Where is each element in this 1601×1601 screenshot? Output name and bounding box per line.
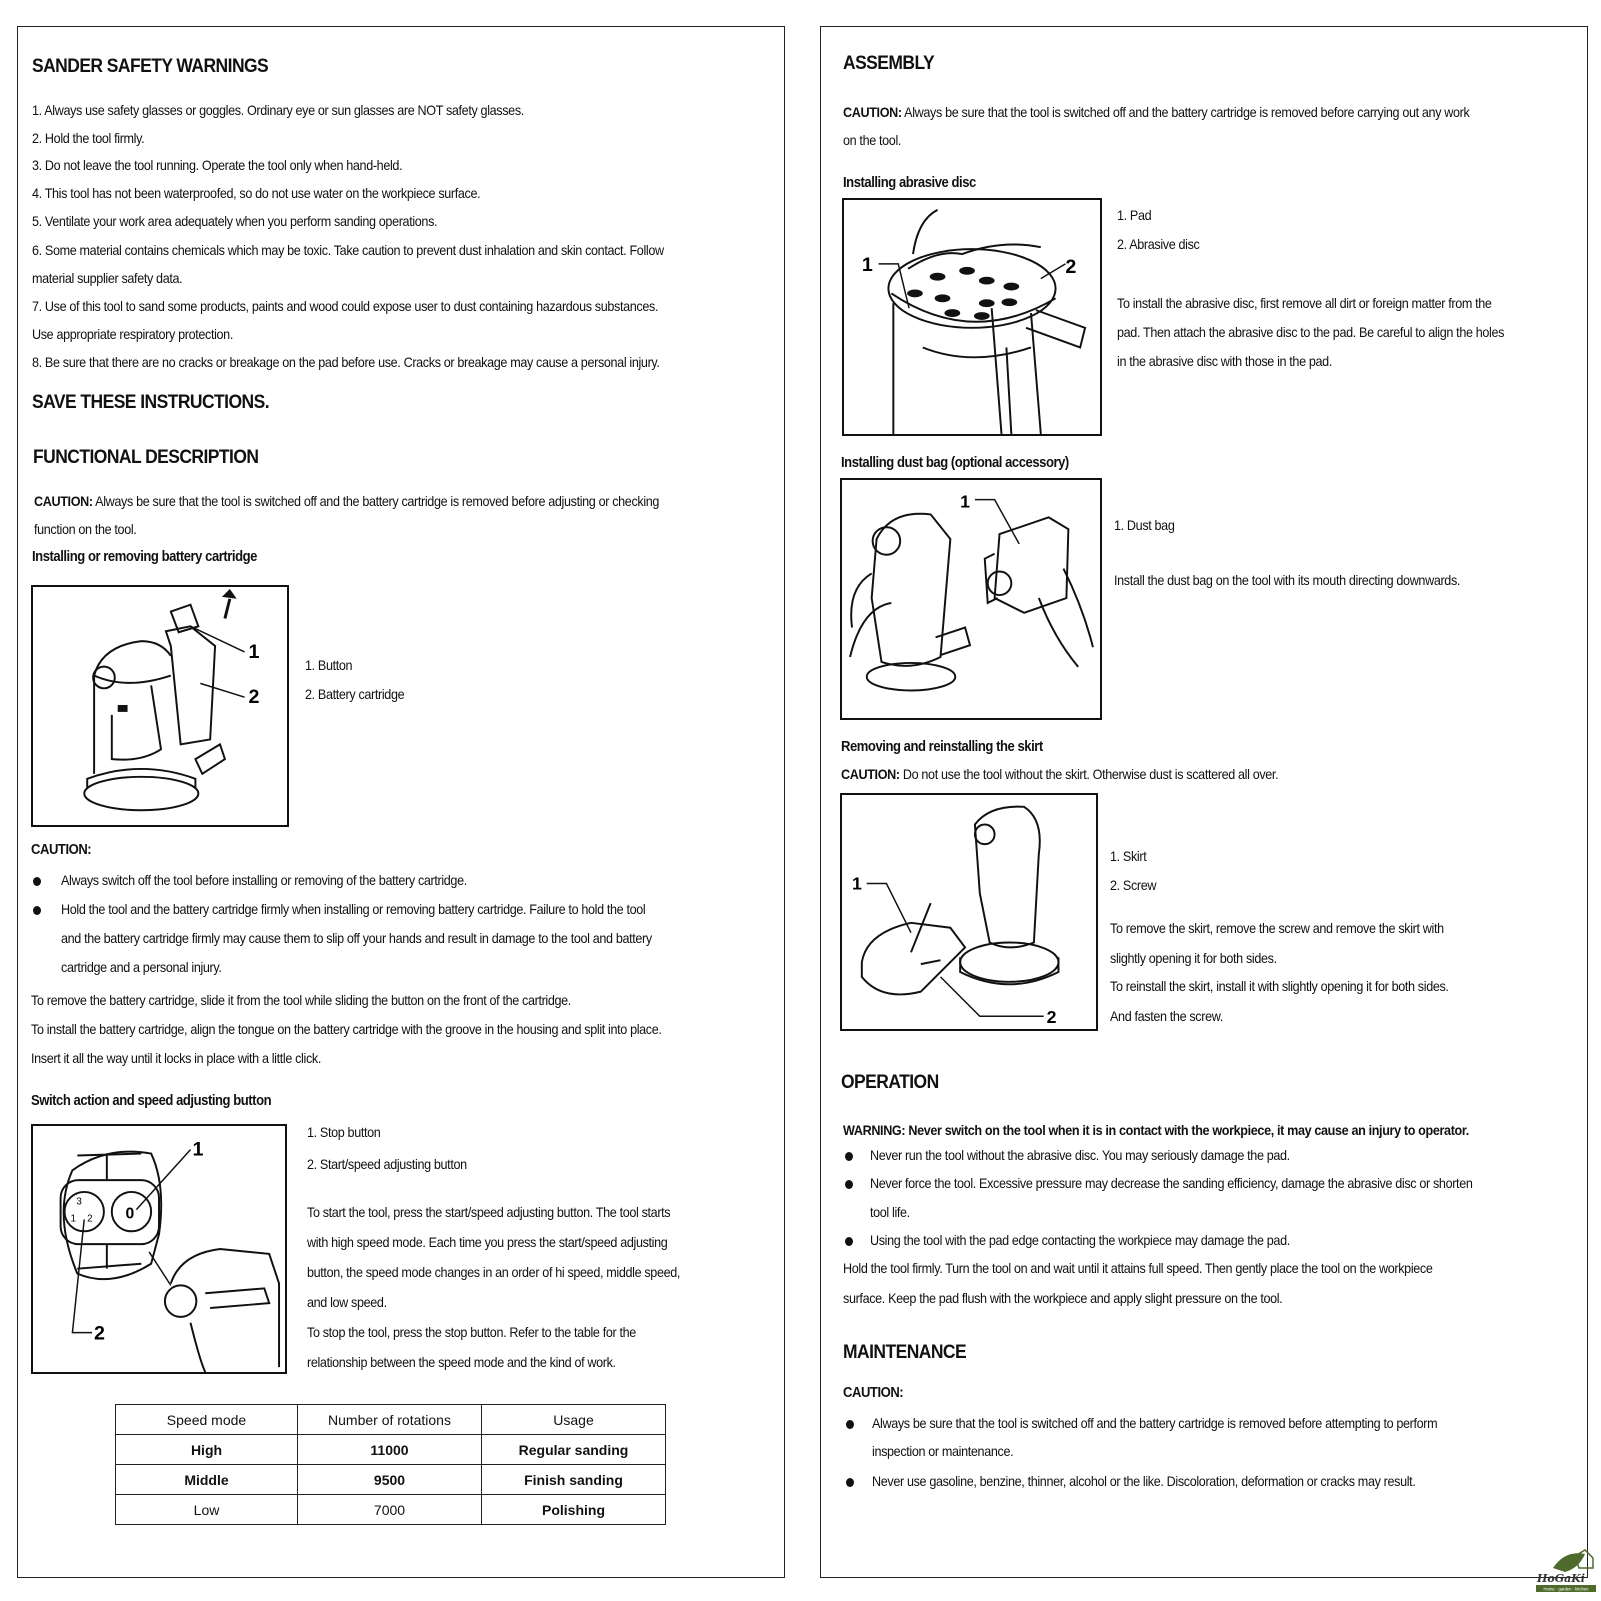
caution-bullet-cont: and the battery cartridge firmly may cause them to slip off your hands and result in damage to the tool and battery — [61, 930, 652, 946]
table-cell: Finish sanding — [482, 1465, 666, 1495]
operation-warning: WARNING: Never switch on the tool when it is in contact with the workpiece, it may cause an injury to operator. — [843, 1122, 1469, 1138]
skirt-removal-illustration — [842, 795, 1096, 1029]
table-cell: Middle — [116, 1465, 298, 1495]
hogaki-watermark-logo — [1535, 1548, 1597, 1594]
speed-mark-2: 2 — [87, 1213, 93, 1225]
operation-bullet: Never force the tool. Excessive pressure may decrease the sanding efficiency, damage the abrasive disc or shorten — [870, 1175, 1473, 1191]
table-cell: Regular sanding — [482, 1435, 666, 1465]
battery-section-title: Installing or removing battery cartridge — [32, 549, 257, 565]
switch-text: To stop the tool, press the stop button. Refer to the table for the — [307, 1324, 636, 1340]
functional-caution-line-2: function on the tool. — [34, 521, 137, 537]
safety-item: 3. Do not leave the tool running. Operate the tool only when hand-held. — [32, 157, 403, 173]
caution-text: Always be sure that the tool is switched off and the battery cartridge is removed before adjusting or checking — [95, 493, 660, 509]
caution-label: CAUTION: — [841, 766, 900, 782]
skirt-text: To reinstall the skirt, install it with slightly opening it for both sides. — [1110, 978, 1449, 994]
dust-bag-legend-item: 1. Dust bag — [1114, 517, 1175, 533]
skirt-text: And fasten the screw. — [1110, 1008, 1223, 1024]
bullet-icon — [845, 1237, 853, 1246]
callout-1: 1 — [852, 873, 862, 894]
callout-1: 1 — [960, 491, 971, 512]
switch-legend-item: 2. Start/speed adjusting button — [307, 1156, 467, 1172]
skirt-title: Removing and reinstalling the skirt — [841, 739, 1043, 755]
caution-bullet: Always switch off the tool before installing or removing of the battery cartridge. — [61, 872, 467, 888]
skirt-legend-item: 2. Screw — [1110, 877, 1157, 893]
callout-1: 1 — [248, 640, 260, 663]
switch-legend-item: 1. Stop button — [307, 1124, 381, 1140]
dust-bag-text: Install the dust bag on the tool with its mouth directing downwards. — [1114, 572, 1461, 588]
bullet-icon — [33, 877, 41, 886]
caution-text: Always be sure that the tool is switched off and the battery cartridge is removed before carrying out any work — [904, 104, 1470, 120]
operation-bullet: Never run the tool without the abrasive disc. You may seriously damage the pad. — [870, 1147, 1290, 1163]
watermark-brand: HoGaKi — [1537, 1572, 1585, 1585]
operation-text: Hold the tool firmly. Turn the tool on and wait until it attains full speed. Then gently place the tool on the workpiece — [843, 1260, 1433, 1276]
functional-caution-line — [34, 493, 659, 509]
bullet-icon — [846, 1478, 854, 1487]
battery-instruction: To install the battery cartridge, align the tongue on the battery cartridge with the groove in the housing and split into place. — [31, 1021, 662, 1037]
caution-bullet: Hold the tool and the battery cartridge firmly when installing or removing battery cartridge. Failure to hold the tool — [61, 901, 646, 917]
disc-legend-item: 2. Abrasive disc — [1117, 236, 1200, 252]
operation-title: OPERATION — [841, 1072, 939, 1093]
safety-item: 4. This tool has not been waterproofed, so do not use water on the workpiece surface. — [32, 185, 481, 201]
sander-battery-illustration — [33, 587, 287, 825]
switch-text: To start the tool, press the start/speed adjusting button. The tool starts — [307, 1204, 671, 1220]
callout-2: 2 — [248, 686, 260, 709]
assembly-caution-line — [843, 104, 1469, 120]
abrasive-disc-figure — [842, 198, 1102, 436]
caution-label: CAUTION: — [843, 104, 902, 120]
maintenance-bullet: Always be sure that the tool is switched off and the battery cartridge is removed before attempting to perform — [872, 1415, 1438, 1431]
operation-bullet-cont: tool life. — [870, 1204, 910, 1220]
switch-text: relationship between the speed mode and the kind of work. — [307, 1354, 616, 1370]
switch-text: button, the speed mode changes in an order of hi speed, middle speed, — [307, 1264, 681, 1280]
table-cell: High — [116, 1435, 298, 1465]
assembly-title: ASSEMBLY — [843, 53, 935, 74]
operation-text: surface. Keep the pad flush with the workpiece and apply slight pressure on the tool. — [843, 1290, 1283, 1306]
skirt-legend-item: 1. Skirt — [1110, 848, 1147, 864]
safety-item: 5. Ventilate your work area adequately when you perform sanding operations. — [32, 213, 438, 229]
table-row — [116, 1495, 666, 1525]
table-cell: 9500 — [298, 1465, 482, 1495]
disc-text: To install the abrasive disc, first remove all dirt or foreign matter from the — [1117, 295, 1492, 311]
bullet-icon — [845, 1180, 853, 1189]
table-cell: 7000 — [298, 1495, 482, 1525]
table-cell: Low — [116, 1495, 298, 1525]
bullet-icon — [845, 1152, 853, 1161]
bullet-icon — [846, 1420, 854, 1429]
table-cell: 11000 — [298, 1435, 482, 1465]
caution-text: Do not use the tool without the skirt. Otherwise dust is scattered all over. — [902, 766, 1279, 782]
caution-bullet-cont: cartridge and a personal injury. — [61, 959, 222, 975]
callout-2: 2 — [1065, 255, 1077, 278]
table-header: Usage — [482, 1405, 666, 1435]
speed-mark-3: 3 — [76, 1196, 82, 1208]
leaf-house-icon — [1553, 1553, 1585, 1572]
caution-label: CAUTION: — [34, 493, 93, 509]
bullet-icon — [33, 906, 41, 915]
disc-legend-item: 1. Pad — [1117, 207, 1152, 223]
battery-legend-item: 2. Battery cartridge — [305, 686, 405, 702]
watermark-tagline: Home · garden · kitchen — [1543, 1586, 1589, 1592]
safety-warnings-title: SANDER SAFETY WARNINGS — [32, 56, 269, 77]
safety-item: 1. Always use safety glasses or goggles. Ordinary eye or sun glasses are NOT safety glasses. — [32, 102, 524, 118]
skirt-figure — [840, 793, 1098, 1031]
caution-heading: CAUTION: — [31, 842, 92, 858]
save-instructions-heading: SAVE THESE INSTRUCTIONS. — [32, 392, 270, 413]
maintenance-bullet: Never use gasoline, benzine, thinner, alcohol or the like. Discoloration, deformation or cracks may result. — [872, 1473, 1416, 1489]
functional-description-title: FUNCTIONAL DESCRIPTION — [33, 447, 259, 468]
switch-text: and low speed. — [307, 1294, 387, 1310]
operation-bullet: Using the tool with the pad edge contacting the workpiece may damage the pad. — [870, 1232, 1290, 1248]
switch-figure — [31, 1124, 287, 1374]
battery-cartridge-figure — [31, 585, 289, 827]
safety-item: 7. Use of this tool to sand some products, paints and wood could expose user to dust containing hazardous substances. — [32, 298, 659, 314]
maintenance-caution-heading: CAUTION: — [843, 1385, 904, 1401]
speed-mark-1: 1 — [70, 1213, 76, 1225]
safety-item: 8. Be sure that there are no cracks or breakage on the pad before use. Cracks or breakage may cause a personal injury. — [32, 354, 660, 370]
table-header: Speed mode — [116, 1405, 298, 1435]
safety-item: material supplier safety data. — [32, 270, 183, 286]
callout-1: 1 — [192, 1138, 204, 1161]
disc-text: in the abrasive disc with those in the pad. — [1117, 353, 1332, 369]
switch-text: with high speed mode. Each time you press the start/speed adjusting — [307, 1234, 668, 1250]
abrasive-disc-illustration — [844, 200, 1100, 434]
table-header-row — [116, 1405, 666, 1435]
table-cell: Polishing — [482, 1495, 666, 1525]
speed-mode-table — [115, 1404, 666, 1525]
table-row — [116, 1435, 666, 1465]
safety-item: 2. Hold the tool firmly. — [32, 130, 145, 146]
skirt-text: slightly opening it for both sides. — [1110, 950, 1277, 966]
disc-text: pad. Then attach the abrasive disc to the pad. Be careful to align the holes — [1117, 324, 1505, 340]
battery-instruction: Insert it all the way until it locks in place with a little click. — [31, 1050, 321, 1066]
maintenance-title: MAINTENANCE — [843, 1342, 967, 1363]
dust-bag-title: Installing dust bag (optional accessory) — [841, 455, 1069, 471]
battery-instruction: To remove the battery cartridge, slide it from the tool while sliding the button on the front of the cartridge. — [31, 992, 571, 1008]
safety-item: 6. Some material contains chemicals which may be toxic. Take caution to prevent dust inhalation and skin contact. Follow — [32, 242, 664, 258]
switch-section-title: Switch action and speed adjusting button — [31, 1093, 272, 1109]
safety-item: Use appropriate respiratory protection. — [32, 326, 233, 342]
switch-buttons-illustration — [33, 1126, 285, 1372]
assembly-caution-line-2: on the tool. — [843, 132, 902, 148]
abrasive-disc-title: Installing abrasive disc — [843, 175, 976, 191]
maintenance-bullet-cont: inspection or maintenance. — [872, 1443, 1014, 1459]
dust-bag-illustration — [842, 480, 1100, 718]
callout-2: 2 — [1046, 1007, 1057, 1028]
callout-2: 2 — [94, 1322, 106, 1345]
table-header: Number of rotations — [298, 1405, 482, 1435]
skirt-text: To remove the skirt, remove the screw and remove the skirt with — [1110, 920, 1444, 936]
callout-1: 1 — [861, 253, 873, 276]
battery-legend-item: 1. Button — [305, 657, 353, 673]
stop-mark-0: 0 — [125, 1205, 135, 1223]
skirt-caution-line — [841, 766, 1278, 782]
dust-bag-figure — [840, 478, 1102, 720]
table-row — [116, 1465, 666, 1495]
